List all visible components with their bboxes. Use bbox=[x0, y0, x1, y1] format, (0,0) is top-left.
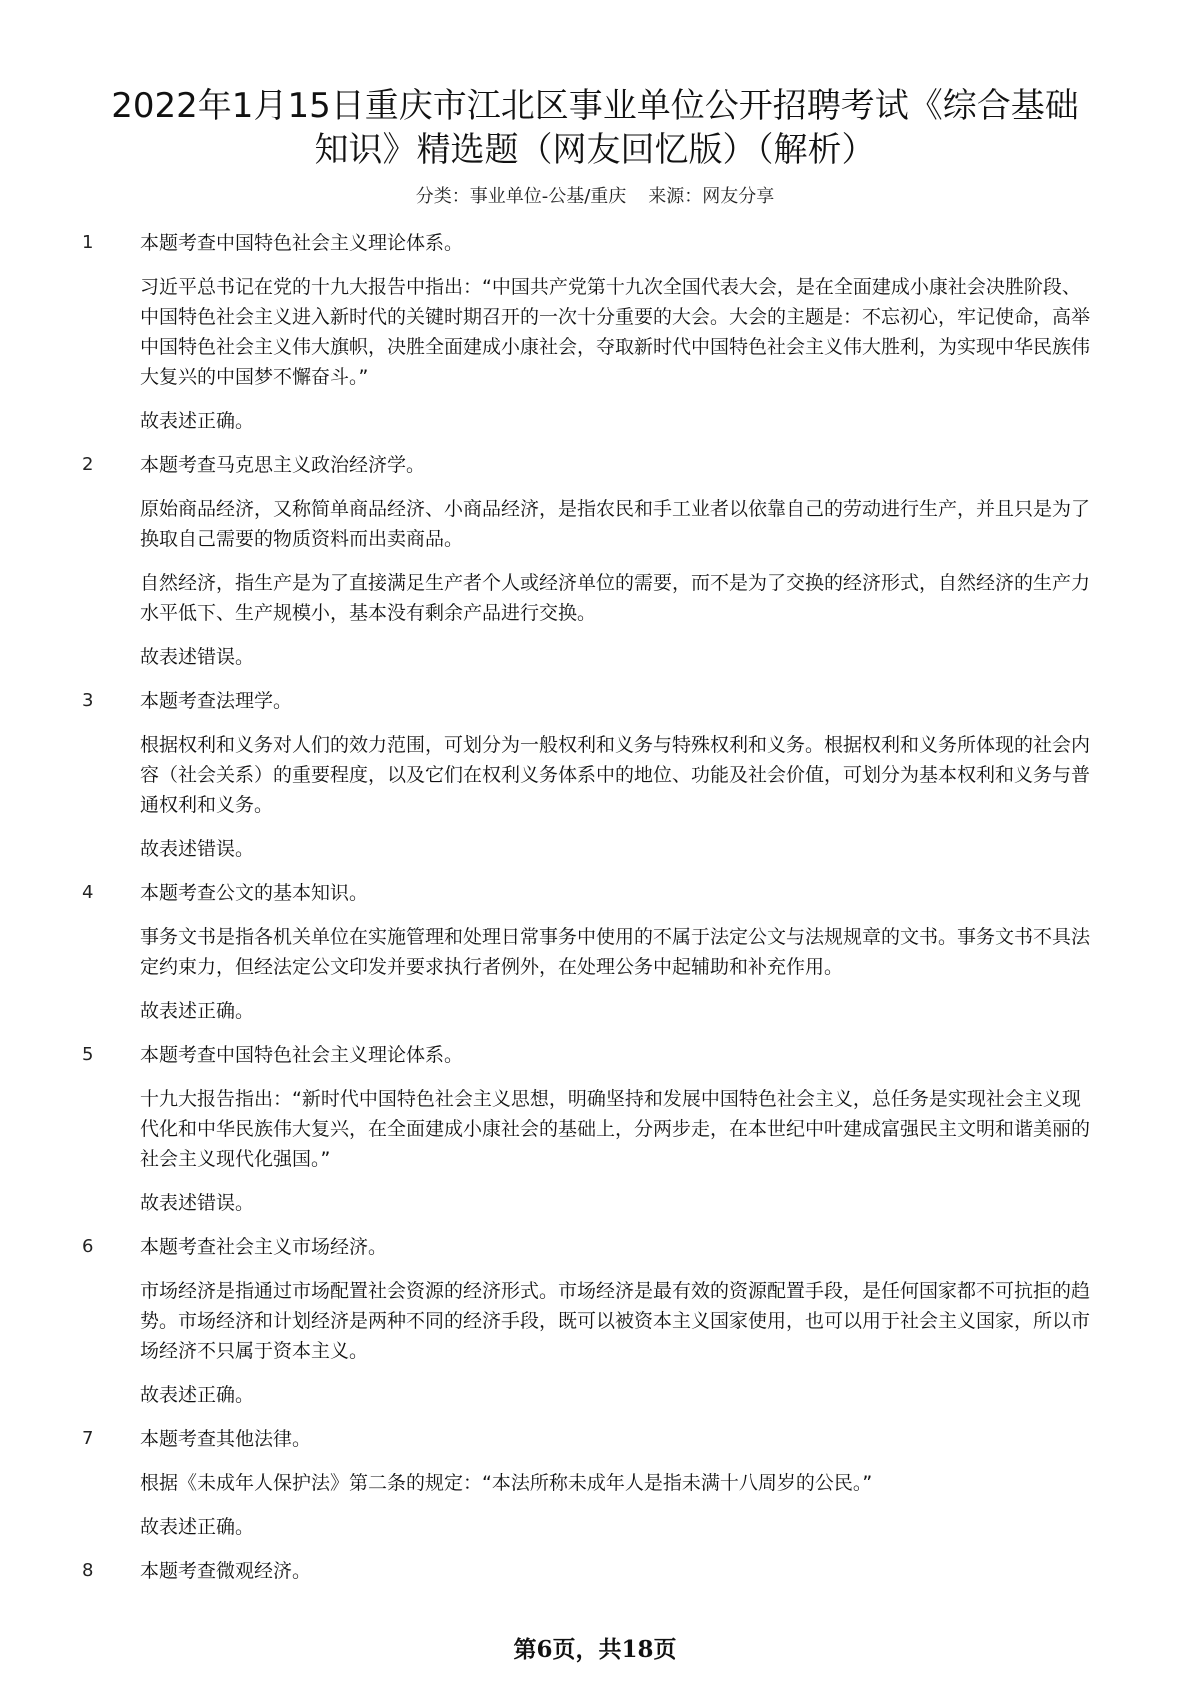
question-number: 8 bbox=[82, 1560, 94, 1581]
title-line-2: 知识》精选题（网友回忆版）（解析） bbox=[314, 130, 876, 170]
question-number: 1 bbox=[82, 232, 94, 253]
question-heading: 本题考查法理学。 bbox=[140, 690, 293, 712]
question-heading: 本题考查社会主义市场经济。 bbox=[140, 1236, 388, 1258]
category-label: 分类：事业单位-公基/重庆 bbox=[415, 186, 627, 207]
question-item bbox=[0, 1424, 1190, 1542]
question-number: 3 bbox=[82, 690, 94, 711]
question-number: 7 bbox=[82, 1428, 94, 1449]
answer-conclusion: 故表述正确。 bbox=[140, 410, 255, 432]
explanation-paragraph: 十九大报告指出：“新时代中国特色社会主义思想，明确坚持和发展中国特色社会主义，总任务是实现社会主义现代化和中华民族伟大复兴，在全面建成小康社会的基础上，分两步走，在本世纪中叶建成富强民主文明和谐美丽的社会主义现代化强国。” bbox=[140, 1088, 1091, 1170]
question-number: 2 bbox=[82, 454, 94, 475]
question-item bbox=[0, 1556, 1190, 1586]
question-heading: 本题考查其他法律。 bbox=[140, 1428, 312, 1450]
question-item bbox=[0, 1232, 1190, 1410]
explanation-paragraph: 原始商品经济，又称简单商品经济、小商品经济，是指农民和手工业者以依靠自己的劳动进行生产，并且只是为了换取自己需要的物质资料而出卖商品。 bbox=[140, 498, 1091, 550]
question-item bbox=[0, 450, 1190, 672]
question-item bbox=[0, 878, 1190, 1026]
page-number: 第6页，共18页 bbox=[513, 1636, 677, 1663]
explanation-paragraph: 自然经济，指生产是为了直接满足生产者个人或经济单位的需要，而不是为了交换的经济形式，自然经济的生产力水平低下、生产规模小，基本没有剩余产品进行交换。 bbox=[140, 572, 1091, 624]
explanation-paragraph: 根据《未成年人保护法》第二条的规定：“本法所称未成年人是指未满十八周岁的公民。” bbox=[140, 1472, 873, 1494]
explanation-paragraph: 习近平总书记在党的十九大报告中指出：“中国共产党第十九次全国代表大会，是在全面建成小康社会决胜阶段、中国特色社会主义进入新时代的关键时期召开的一次十分重要的大会。大会的主题是：不忘初心，牢记使命，高举中国特色社会主义伟大旗帜，决胜全面建成小康社会，夺取新时代中国特色社会主义伟大胜利，为实现中华民族伟大复兴的中国梦不懈奋斗。” bbox=[140, 276, 1091, 388]
source-label: 来源：网友分享 bbox=[648, 186, 775, 207]
question-number: 5 bbox=[82, 1044, 94, 1065]
question-item bbox=[0, 228, 1190, 436]
question-number: 6 bbox=[82, 1236, 94, 1257]
answer-conclusion: 故表述错误。 bbox=[140, 838, 255, 860]
question-list bbox=[0, 228, 1190, 1586]
answer-conclusion: 故表述正确。 bbox=[140, 1384, 255, 1406]
explanation-paragraph: 事务文书是指各机关单位在实施管理和处理日常事务中使用的不属于法定公文与法规规章的文书。事务文书不具法定约束力，但经法定公文印发并要求执行者例外，在处理公务中起辅助和补充作用。 bbox=[140, 926, 1091, 978]
explanation-paragraph: 市场经济是指通过市场配置社会资源的经济形式。市场经济是最有效的资源配置手段，是任何国家都不可抗拒的趋势。市场经济和计划经济是两种不同的经济手段，既可以被资本主义国家使用，也可以用于社会主义国家，所以市场经济不只属于资本主义。 bbox=[140, 1280, 1091, 1362]
question-number: 4 bbox=[82, 882, 94, 903]
question-item bbox=[0, 686, 1190, 864]
answer-conclusion: 故表述正确。 bbox=[140, 1516, 255, 1538]
document-meta bbox=[0, 185, 1190, 209]
page-title bbox=[60, 84, 1130, 172]
title-line-1: 2022年1月15日重庆市江北区事业单位公开招聘考试《综合基础 bbox=[111, 86, 1079, 126]
answer-conclusion: 故表述错误。 bbox=[140, 646, 255, 668]
explanation-paragraph: 根据权利和义务对人们的效力范围，可划分为一般权利和义务与特殊权利和义务。根据权利和义务所体现的社会内容（社会关系）的重要程度，以及它们在权利义务体系中的地位、功能及社会价值，可划分为基本权利和义务与普通权利和义务。 bbox=[140, 734, 1091, 816]
question-item bbox=[0, 1040, 1190, 1218]
question-heading: 本题考查中国特色社会主义理论体系。 bbox=[140, 232, 464, 254]
question-heading: 本题考查马克思主义政治经济学。 bbox=[140, 454, 426, 476]
answer-conclusion: 故表述正确。 bbox=[140, 1000, 255, 1022]
question-heading: 本题考查微观经济。 bbox=[140, 1560, 312, 1582]
question-heading: 本题考查公文的基本知识。 bbox=[140, 882, 369, 904]
question-heading: 本题考查中国特色社会主义理论体系。 bbox=[140, 1044, 464, 1066]
answer-conclusion: 故表述错误。 bbox=[140, 1192, 255, 1214]
